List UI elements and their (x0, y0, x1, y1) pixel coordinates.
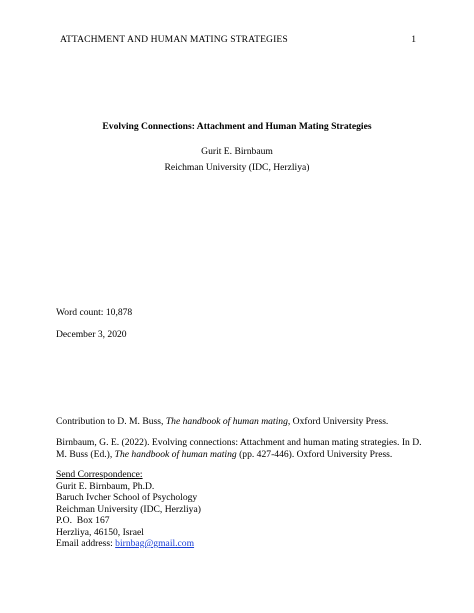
correspondence-institution: Reichman University (IDC, Herzliya) (56, 503, 201, 515)
word-count: Word count: 10,878 (56, 307, 133, 318)
correspondence-po-box: P.O. Box 167 (56, 515, 110, 526)
citation-line-2 (56, 449, 426, 461)
paper-title: Evolving Connections: Attachment and Human Mating Strategies (102, 121, 372, 132)
document-date: December 3, 2020 (56, 329, 127, 340)
citation-line-1: Birnbaum, G. E. (2022). Evolving connections: Attachment and human mating strategies. In D. (56, 437, 422, 448)
correspondence-email-line (56, 538, 426, 550)
page-number: 1 (411, 34, 416, 45)
citation-book-title: The handbook of human mating (114, 448, 237, 460)
running-head: ATTACHMENT AND HUMAN MATING STRATEGIES (60, 34, 288, 45)
citation-editor: M. Buss (Ed.), (56, 448, 115, 460)
author-affiliation: Reichman University (IDC, Herzliya) (164, 162, 310, 173)
author-name: Gurit E. Birnbaum (201, 146, 273, 157)
contribution-book-title: The handbook of human mating (165, 416, 288, 427)
contribution-prefix: Contribution to D. M. Buss, (56, 416, 166, 427)
contribution-suffix: , Oxford University Press. (287, 416, 389, 427)
correspondence-city: Herzliya, 46150, Israel (56, 526, 144, 538)
correspondence-name: Gurit E. Birnbaum, Ph.D. (56, 480, 155, 492)
email-label: Email address: (56, 538, 116, 549)
correspondence-department: Baruch Ivcher School of Psychology (56, 492, 198, 503)
email-link[interactable]: birnbag@gmail.com (115, 538, 195, 549)
citation-block (56, 437, 426, 461)
correspondence-block (56, 469, 426, 550)
citation-pages-publisher: (pp. 427-446). Oxford University Press. (236, 448, 393, 460)
contribution-note (56, 416, 426, 428)
correspondence-heading: Send Correspondence: (56, 469, 143, 480)
